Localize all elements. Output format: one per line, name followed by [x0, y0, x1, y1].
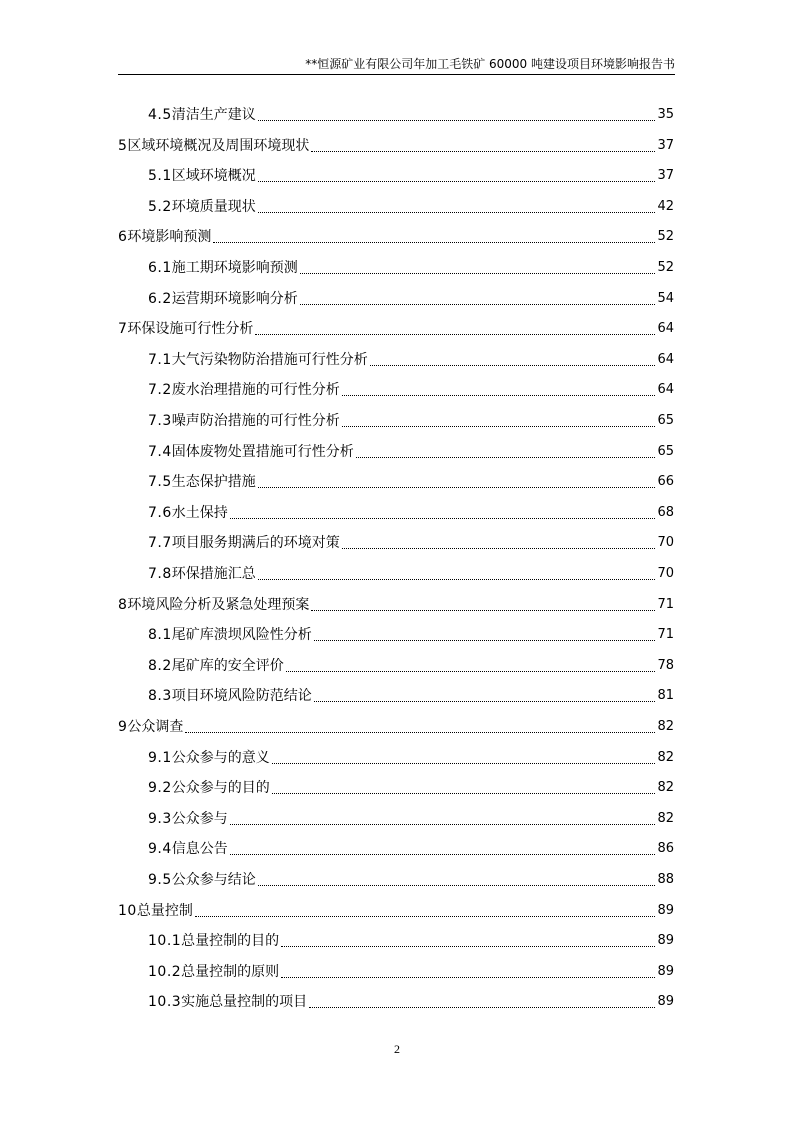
toc-entry-page: 81	[657, 688, 674, 704]
toc-entry-title: 公众调查	[127, 719, 184, 735]
toc-entry-page: 64	[657, 382, 674, 398]
toc-entry-number: 9.4	[148, 841, 172, 858]
toc-entry[interactable]	[148, 166, 674, 186]
toc-dot-leader	[314, 701, 656, 702]
toc-entry[interactable]	[148, 686, 674, 706]
toc-entry-number: 10.1	[148, 933, 182, 950]
toc-entry-page: 86	[657, 841, 674, 857]
toc-entry-title: 运营期环境影响分析	[171, 290, 298, 307]
toc-dot-leader	[300, 304, 656, 305]
toc-entry-title: 区域环境概况及周围环境现状	[127, 137, 310, 154]
toc-entry-page: 89	[657, 902, 674, 918]
toc-entry-page: 52	[657, 229, 674, 245]
toc-entry-number: 9.3	[148, 810, 172, 827]
toc-entry-number: 7.7	[148, 535, 172, 552]
toc-dot-leader	[300, 273, 656, 274]
toc-entry[interactable]	[148, 197, 674, 217]
toc-dot-leader	[281, 977, 655, 978]
toc-entry[interactable]	[148, 625, 674, 645]
toc-dot-leader	[309, 1007, 655, 1008]
toc-entry-title: 环保措施汇总	[171, 566, 256, 582]
toc-entry-page: 64	[657, 321, 674, 337]
toc-entry-title: 项目服务期满后的环境对策	[171, 535, 340, 552]
toc-entry-number: 9	[118, 719, 128, 735]
toc-entry-title: 公众参与	[171, 810, 228, 827]
toc-entry-title: 实施总量控制的项目	[181, 994, 308, 1011]
toc-dot-leader	[185, 732, 655, 733]
toc-entry[interactable]	[148, 503, 674, 523]
toc-entry-number: 9.2	[148, 780, 172, 797]
toc-dot-leader	[272, 763, 656, 764]
toc-entry[interactable]	[118, 595, 674, 615]
toc-entry-page: 82	[657, 719, 674, 734]
toc-entry-number: 7.5	[148, 474, 172, 491]
toc-entry-title: 总量控制的目的	[181, 933, 280, 950]
toc-entry-number: 9.1	[148, 749, 172, 766]
toc-entry-page: 68	[657, 504, 674, 520]
toc-entry-title: 清洁生产建议	[171, 107, 256, 123]
toc-dot-leader	[311, 151, 655, 152]
toc-entry-page: 54	[657, 290, 674, 306]
toc-entry-page: 42	[657, 198, 674, 214]
toc-entry-number: 8.1	[148, 627, 172, 644]
toc-dot-leader	[342, 548, 656, 549]
toc-entry-number: 7.4	[148, 443, 172, 460]
toc-entry-number: 6	[118, 229, 128, 246]
toc-dot-leader	[286, 671, 656, 672]
running-header	[118, 55, 675, 75]
toc-entry-title: 尾矿库的安全评价	[171, 657, 284, 674]
toc-entry-number: 7	[118, 321, 128, 338]
toc-entry-title: 信息公告	[171, 841, 228, 858]
toc-entry-title: 环境质量现状	[171, 198, 256, 215]
toc-dot-leader	[281, 946, 655, 947]
toc-entry-page: 71	[657, 596, 674, 612]
toc-entry-title: 总量控制的原则	[181, 963, 280, 980]
toc-entry[interactable]	[148, 380, 674, 400]
toc-entry[interactable]	[148, 411, 674, 431]
toc-entry-page: 89	[657, 963, 674, 979]
toc-entry-title: 公众参与的目的	[171, 780, 270, 797]
toc-entry-title: 公众参与结论	[171, 872, 256, 888]
toc-entry-title: 噪声防治措施的可行性分析	[171, 413, 340, 429]
toc-entry-title: 废水治理措施的可行性分析	[171, 382, 340, 399]
toc-entry-title: 尾矿库溃坝风险性分析	[171, 627, 312, 644]
toc-entry-number: 7.1	[148, 351, 172, 368]
toc-entry-page: 70	[657, 535, 674, 551]
toc-entry-number: 4.5	[148, 107, 172, 123]
toc-entry[interactable]	[118, 136, 674, 156]
toc-entry-number: 7.2	[148, 382, 172, 399]
toc-dot-leader	[258, 579, 656, 580]
toc-entry-page: 89	[657, 994, 674, 1010]
toc-entry-page: 52	[657, 260, 674, 275]
toc-entry-title: 大气污染物防治措施可行性分析	[171, 351, 368, 368]
toc-entry-number: 7.6	[148, 504, 172, 521]
toc-entry-number: 5	[118, 137, 128, 154]
toc-entry[interactable]	[148, 564, 674, 584]
header-title: **恒源矿业有限公司年加工毛铁矿 60000 吨建设项目环境影响报告书	[305, 57, 675, 71]
toc-entry-page: 64	[657, 351, 674, 367]
toc-dot-leader	[195, 916, 656, 917]
toc-dot-leader	[272, 793, 656, 794]
toc-entry[interactable]	[118, 901, 674, 921]
page-number: 2	[394, 1042, 400, 1056]
toc-entry-page: 82	[657, 810, 674, 826]
toc-entry-number: 9.5	[148, 872, 172, 888]
toc-dot-leader	[230, 824, 656, 825]
toc-entry-number: 6.1	[148, 260, 172, 276]
toc-dot-leader	[230, 518, 656, 519]
toc-entry-page: 70	[657, 566, 674, 581]
toc-dot-leader	[314, 640, 656, 641]
toc-entry-number: 5.2	[148, 198, 172, 215]
toc-entry-title: 环境风险分析及紧急处理预案	[127, 596, 310, 613]
toc-entry-title: 水土保持	[171, 504, 228, 521]
toc-entry[interactable]	[148, 931, 674, 951]
toc-entry-number: 7.8	[148, 566, 172, 582]
toc-entry[interactable]	[148, 289, 674, 309]
toc-entry-page: 35	[657, 107, 674, 122]
toc-entry-page: 37	[657, 137, 674, 153]
toc-dot-leader	[213, 242, 655, 243]
toc-entry[interactable]	[148, 533, 674, 553]
toc-entry[interactable]	[148, 778, 674, 798]
toc-entry[interactable]	[148, 350, 674, 370]
toc-entry[interactable]	[148, 258, 674, 278]
toc-entry[interactable]	[148, 472, 674, 492]
toc-entry-number: 5.1	[148, 168, 172, 185]
toc-dot-leader	[311, 610, 655, 611]
toc-dot-leader	[258, 885, 656, 886]
toc-entry-title: 项目环境风险防范结论	[171, 688, 312, 705]
toc-dot-leader	[258, 212, 656, 213]
toc-entry-title: 区域环境概况	[171, 168, 256, 185]
toc-entry-page: 66	[657, 474, 674, 490]
toc-dot-leader	[356, 457, 656, 458]
toc-dot-leader	[370, 365, 656, 366]
toc-entry-page: 65	[657, 413, 674, 428]
toc-entry-page: 71	[657, 627, 674, 643]
toc-dot-leader	[255, 334, 655, 335]
toc-entry-page: 37	[657, 168, 674, 184]
toc-entry-number: 10.2	[148, 963, 182, 980]
toc-entry-number: 8.3	[148, 688, 172, 705]
toc-entry[interactable]	[148, 656, 674, 676]
toc-entry[interactable]	[148, 809, 674, 829]
toc-entry-number: 6.2	[148, 290, 172, 307]
toc-dot-leader	[258, 181, 656, 182]
toc-entry-number: 10.3	[148, 994, 182, 1011]
toc-entry-page: 82	[657, 780, 674, 796]
toc-entry-number: 10	[118, 902, 137, 919]
toc-entry-title: 环境影响预测	[127, 229, 212, 246]
toc-dot-leader	[342, 426, 656, 427]
toc-entry-title: 施工期环境影响预测	[171, 260, 298, 276]
toc-entry-page: 88	[657, 872, 674, 887]
toc-dot-leader	[258, 487, 656, 488]
toc-dot-leader	[258, 120, 656, 121]
toc-entry-page: 78	[657, 657, 674, 673]
toc-entry-title: 生态保护措施	[171, 474, 256, 491]
toc-entry[interactable]	[148, 992, 674, 1012]
toc-entry[interactable]	[148, 962, 674, 982]
toc-entry-page: 82	[657, 749, 674, 765]
toc-entry[interactable]	[118, 227, 674, 247]
toc-entry-page: 89	[657, 933, 674, 949]
toc-entry[interactable]	[148, 105, 674, 125]
toc-entry[interactable]	[148, 442, 674, 462]
toc-dot-leader	[342, 395, 656, 396]
toc-entry-title: 公众参与的意义	[171, 749, 270, 766]
toc-entry[interactable]	[118, 717, 674, 737]
toc-entry[interactable]	[118, 319, 674, 339]
toc-entry[interactable]	[148, 839, 674, 859]
toc-entry[interactable]	[148, 748, 674, 768]
toc-entry-number: 8	[118, 596, 128, 613]
toc-dot-leader	[230, 854, 656, 855]
toc-entry-number: 7.3	[148, 413, 172, 429]
toc-entry-title: 环保设施可行性分析	[127, 321, 254, 338]
toc-entry[interactable]	[148, 870, 674, 890]
toc-entry-title: 总量控制	[136, 902, 193, 919]
toc-entry-title: 固体废物处置措施可行性分析	[171, 443, 354, 460]
toc-entry-number: 8.2	[148, 657, 172, 674]
toc-entry-page: 65	[657, 443, 674, 459]
